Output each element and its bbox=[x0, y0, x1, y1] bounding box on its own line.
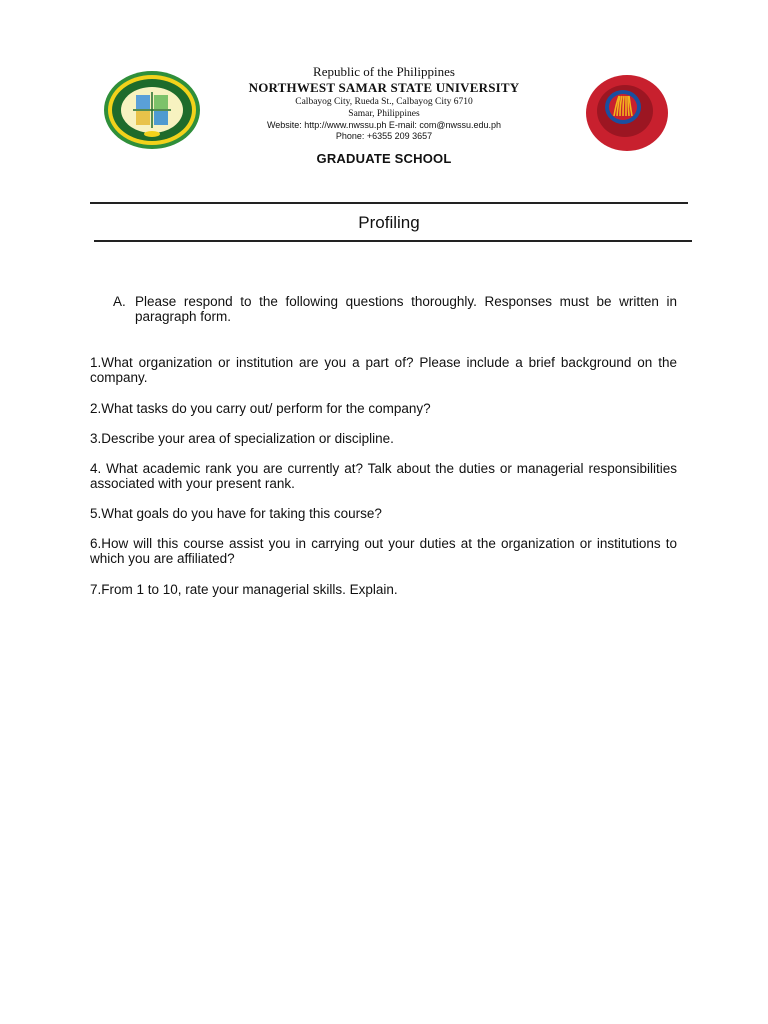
asean-logo bbox=[585, 74, 669, 152]
university-seal-logo bbox=[103, 70, 201, 150]
instruction-text: Please respond to the following questions thoroughly. Responses must be written in paragraph form. bbox=[135, 294, 677, 324]
website-line: Website: http://www.nwssu.ph E-mail: com@nwssu.edu.ph bbox=[266, 120, 502, 130]
top-divider bbox=[90, 202, 688, 204]
question-6: 6.How will this course assist you in carrying out your duties at the organization or institutions to which you are affiliated? bbox=[90, 536, 677, 566]
question-5: 5.What goals do you have for taking this course? bbox=[90, 506, 382, 521]
question-7: 7.From 1 to 10, rate your managerial skills. Explain. bbox=[90, 582, 398, 597]
graduate-school-heading: GRADUATE SCHOOL bbox=[316, 151, 452, 166]
instruction-item bbox=[113, 294, 677, 324]
phone-line: Phone: +6355 209 3657 bbox=[335, 131, 433, 141]
letterhead bbox=[200, 64, 568, 142]
question-2: 2.What tasks do you carry out/ perform for the company? bbox=[90, 401, 431, 416]
bottom-divider bbox=[94, 240, 692, 242]
instruction-marker: A. bbox=[113, 294, 126, 309]
question-1: 1.What organization or institution are you a part of? Please include a brief background on the company. bbox=[90, 355, 677, 385]
university-name: NORTHWEST SAMAR STATE UNIVERSITY bbox=[248, 80, 520, 95]
republic-line: Republic of the Philippines bbox=[313, 64, 455, 79]
page-title: Profiling bbox=[358, 213, 420, 232]
address-line-1: Calbayog City, Rueda St., Calbayog City 6710 bbox=[295, 97, 473, 107]
question-3: 3.Describe your area of specialization or discipline. bbox=[90, 431, 394, 446]
question-4: 4. What academic rank you are currently at? Talk about the duties or managerial responsibilities associated with your present rank. bbox=[90, 461, 677, 491]
address-line-2: Samar, Philippines bbox=[348, 109, 420, 119]
